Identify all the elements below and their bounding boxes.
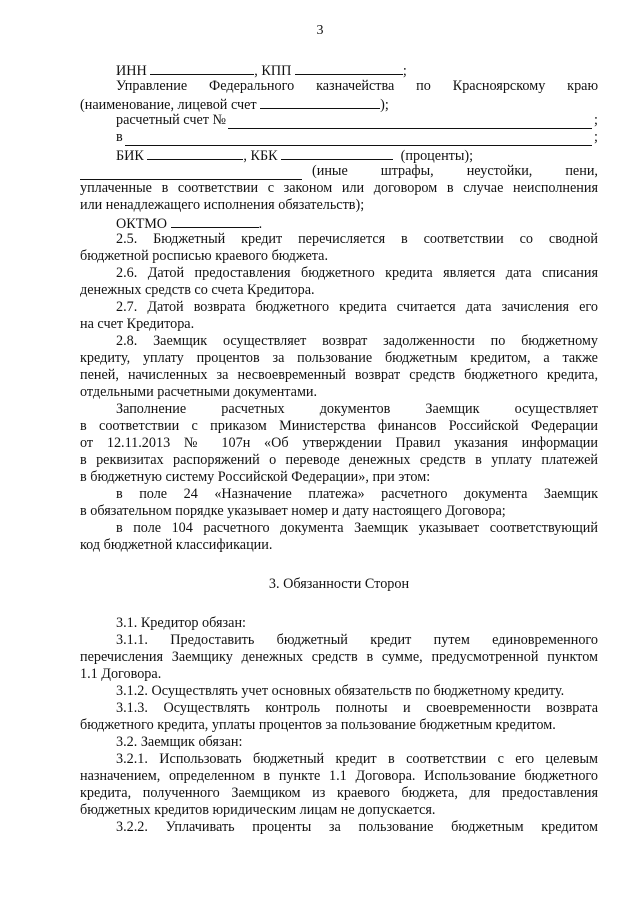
- penalty-text-line: уплаченные в соответствии с законом или договором в случае неисполнения: [80, 180, 598, 196]
- clause-3-2: 3.2. Заемщик обязан:: [116, 734, 243, 750]
- clause-3-1-2: 3.1.2. Осуществлять учет основных обязательств по бюджетному кредиту.: [116, 683, 565, 699]
- personal-account-field[interactable]: [260, 95, 380, 109]
- page-number: 3: [316, 23, 324, 38]
- document-body: ИНН , КПП ; Управление Федерального казначейства по Красноярскому краю (наименование, лицевой счет ); расчетный счет № ; в ; БИК , КБК (проценты); (иные штрафы, неустойки, пени, уплаченные в соответствии с законом или договором в случае неисполнения или ненадлежащего исполнения обязательств); ОКТМО . 2.5. Бюджетный кредит перечисляется в соответствии со сводной бюджетной росписью краевого бюджета. 2.6. Датой предоставления бюджетного кредита является дата списания денежных средств со счета Кредитора. 2.7. Датой возврата бюджетного кредита считается дата зачисления его на счет Кредитора. 2.8. Заемщик осуществляет возврат задолженности по бюджетному кредиту, уплату процентов за пользование бюджетным кредитом, а также пеней, начисленных за несвоевременный возврат средств бюджетного кредита, отдельными расчетными документами. Заполнение расчетных документов Заемщик осуществляет в соответствии с приказом Министерства финансов Российской Федерации от 12.11.2013 № 107н «Об утверждении Правил указания информации в реквизитах распоряжений о переводе денежных средств в уплату платежей в бюджетную систему Российской Федерации», при этом: в поле 24 «Назначение платежа» расчетного документа Заемщик в обязательном порядке указывает номер и дату настоящего Договора; в поле 104 расчетного документа Заемщик указывает соответствующий код бюджетной классификации. 3. Обязанности Сторон 3.1. Кредитор обязан: 3.1.1. Предоставить бюджетный кредит путем единовременного перечисления Заемщику денежных средств в сумме, предусмотренной пунктом 1.1 Договора. 3.1.2. Осуществлять учет основных обязательств по бюджетному кредиту. 3.1.3. Осуществлять контроль полноты и своевременности возврата бюджетного кредита, уплаты процентов за пользование бюджетным кредитом. 3.2. Заемщик обязан: 3.2.1. Использовать бюджетный кредит в соответствии с его целевым назначением, определенном в пункте 1.1 Договора. Использование бюджетного кредита, полученного Заемщиком из краевого бюджета, для предоставления бюджетных кредитов юридическим лицам не допускается. 3.2.2. Уплачивать проценты за пользование бюджетным кредитом: [80, 63, 598, 835]
- field-104-paragraph: в поле 104 расчетного документа Заемщик указывает соответствующий: [116, 520, 598, 536]
- penalty-kbk-field[interactable]: [80, 166, 302, 180]
- bik-kbk-line: БИК , КБК (проценты);: [116, 148, 474, 163]
- kpp-field[interactable]: [295, 61, 403, 75]
- clause-2-7: 2.7. Датой возврата бюджетного кредита считается дата зачисления его: [116, 299, 598, 315]
- clause-3-2-1: 3.2.1. Использовать бюджетный кредит в соответствии с его целевым: [116, 751, 598, 767]
- ufk-line: Управление Федерального казначейства по Красноярскому краю: [116, 78, 598, 94]
- clause-3-1-1: 3.1.1. Предоставить бюджетный кредит путем единовременного: [116, 632, 598, 648]
- penalty-text-line: или ненадлежащего исполнения обязательств);: [80, 197, 365, 213]
- clause-2-8: 2.8. Заемщик осуществляет возврат задолженности по бюджетному: [116, 333, 598, 349]
- clause-2-5: 2.5. Бюджетный кредит перечисляется в соответствии со сводной: [116, 231, 598, 247]
- payment-docs-paragraph: Заполнение расчетных документов Заемщик осуществляет: [116, 401, 598, 417]
- account-name-line: (наименование, лицевой счет );: [80, 97, 389, 112]
- clause-3-1: 3.1. Кредитор обязан:: [116, 615, 246, 631]
- clause-3-1-3: 3.1.3. Осуществлять контроль полноты и своевременности возврата: [116, 700, 598, 716]
- clause-2-6: 2.6. Датой предоставления бюджетного кредита является дата списания: [116, 265, 598, 281]
- bik-field[interactable]: [147, 146, 243, 160]
- field-24-paragraph: в поле 24 «Назначение платежа» расчетного документа Заемщик: [116, 486, 598, 502]
- clause-3-2-2: 3.2.2. Уплачивать проценты за пользование бюджетным кредитом: [116, 819, 598, 835]
- section-heading: 3. Обязанности Сторон: [268, 576, 410, 592]
- oktmo-line: ОКТМО .: [116, 216, 263, 231]
- kbk-field[interactable]: [281, 146, 393, 160]
- bank-field[interactable]: [125, 132, 592, 146]
- penalty-kbk-line: (иные штрафы, неустойки, пени,: [80, 163, 598, 180]
- oktmo-field[interactable]: [171, 214, 259, 228]
- bank-line: в ;: [116, 129, 598, 145]
- inn-kpp-line: ИНН , КПП ;: [116, 63, 407, 78]
- inn-field[interactable]: [150, 61, 254, 75]
- settlement-account-field[interactable]: [228, 115, 592, 129]
- settlement-account-line: расчетный счет № ;: [116, 112, 598, 128]
